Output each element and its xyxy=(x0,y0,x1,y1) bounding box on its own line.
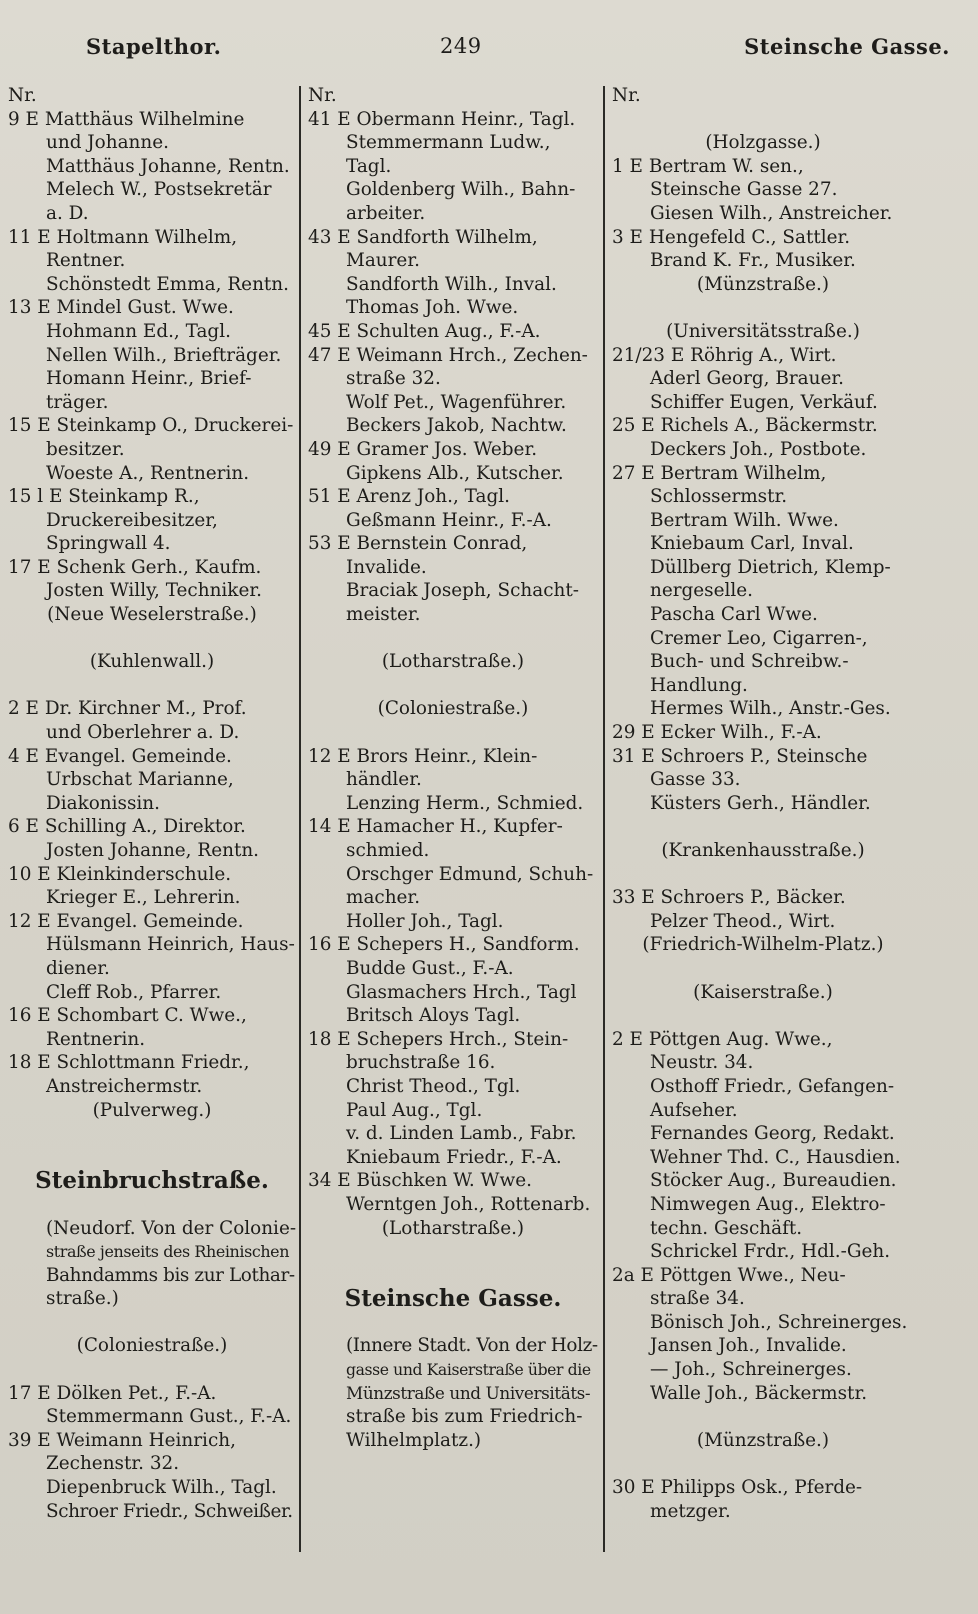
running-header-right: Steinsche Gasse. xyxy=(744,34,950,59)
cross-street: (Coloniestraße.) xyxy=(76,1335,228,1357)
resident-line: Schiffer Eugen, Verkäuf. xyxy=(650,391,878,413)
resident-line: Wilhelmplatz.) xyxy=(346,1429,482,1451)
resident-line: straße bis zum Friedrich- xyxy=(346,1406,583,1428)
resident-line: Stemmermann Ludw., xyxy=(346,132,551,154)
resident-line: Wolf Pet., Wagenführer. xyxy=(346,391,567,413)
spacer xyxy=(8,674,296,698)
house-entry: 4 E Evangel. Gemeinde. xyxy=(8,745,232,767)
resident-line: Walle Joh., Bäckermstr. xyxy=(650,1382,868,1404)
cross-street: (Holzgasse.) xyxy=(705,132,821,154)
spacer xyxy=(8,627,296,651)
resident-line: Steinsche Gasse 27. xyxy=(650,179,838,201)
resident-line: Jansen Joh., Invalide. xyxy=(650,1335,847,1357)
resident-line: Schlossermstr. xyxy=(650,486,788,508)
cross-street: (Münzstraße.) xyxy=(696,1429,830,1451)
resident-line: Giesen Wilh., Anstreicher. xyxy=(650,202,893,224)
house-entry: 12 E Evangel. Gemeinde. xyxy=(8,910,244,932)
column-3 xyxy=(612,84,914,1523)
resident-line: Josten Willy, Techniker. xyxy=(46,580,262,602)
house-entry: 16 E Schombart C. Wwe., xyxy=(8,1005,247,1027)
resident-line: Neustr. 34. xyxy=(650,1052,754,1074)
house-entry: 33 E Schroers P., Bäcker. xyxy=(612,887,846,909)
resident-line: Matthäus Johanne, Rentn. xyxy=(46,155,290,177)
resident-line: Nellen Wilh., Briefträger. xyxy=(46,344,282,366)
resident-line: Pelzer Theod., Wirt. xyxy=(650,910,836,932)
resident-line: Nimwegen Aug., Elektro- xyxy=(650,1193,886,1215)
house-entry: 17 E Dölken Pet., F.-A. xyxy=(8,1382,217,1404)
house-entry: 25 E Richels A., Bäckermstr. xyxy=(612,415,878,437)
spacer xyxy=(8,1358,296,1382)
resident-line: Brand K. Fr., Musiker. xyxy=(650,250,856,272)
resident-line: arbeiter. xyxy=(346,202,426,224)
house-entry: 15 l E Steinkamp R., xyxy=(8,486,200,508)
resident-line: schmied. xyxy=(346,840,430,861)
resident-line: Schrickel Frdr., Hdl.-Geh. xyxy=(650,1241,891,1263)
house-entry: 43 E Sandforth Wilhelm, xyxy=(308,226,538,248)
resident-line: (Innere Stadt. Von der Holz- xyxy=(346,1335,598,1357)
resident-line: Werntgen Joh., Rottenarb. xyxy=(346,1193,591,1215)
section-heading: Steinsche Gasse. xyxy=(344,1285,562,1313)
resident-line: Deckers Joh., Postbote. xyxy=(650,438,867,460)
resident-line: Gasse 33. xyxy=(650,769,741,791)
cross-street: (Friedrich-Wilhelm-Platz.) xyxy=(642,934,884,956)
resident-line: v. d. Linden Lamb., Fabr. xyxy=(346,1123,577,1145)
resident-line: Josten Johanne, Rentn. xyxy=(46,840,260,861)
resident-line: Tagl. xyxy=(346,155,392,177)
resident-line: Homann Heinr., Brief- xyxy=(46,368,252,390)
cross-street: (Lotharstraße.) xyxy=(381,651,525,673)
resident-line: Anstreichermstr. xyxy=(46,1075,203,1097)
spacer xyxy=(8,1122,296,1146)
spacer xyxy=(308,1311,598,1335)
house-entry: 29 E Ecker Wilh., F.-A. xyxy=(612,722,822,744)
resident-line: Wehner Thd. C., Hausdien. xyxy=(650,1146,901,1168)
resident-line: Cremer Leo, Cigarren-, xyxy=(650,627,868,649)
house-entry: 31 E Schroers P., Steinsche xyxy=(612,745,868,767)
house-entry: 27 E Bertram Wilhelm, xyxy=(612,462,827,484)
house-entry: 12 E Brors Heinr., Klein- xyxy=(308,745,538,767)
resident-line: Geßmann Heinr., F.-A. xyxy=(346,509,552,531)
resident-line: besitzer. xyxy=(46,438,125,460)
spacer xyxy=(612,108,914,132)
house-entry: 9 E Matthäus Wilhelmine xyxy=(8,108,245,130)
cross-street: (Universitätsstraße.) xyxy=(666,320,860,342)
cross-street: (Münzstraße.) xyxy=(696,273,830,295)
resident-line: Springwall 4. xyxy=(46,533,171,555)
resident-line: Beckers Jakob, Nachtw. xyxy=(346,415,567,437)
resident-line: Stöcker Aug., Bureaudien. xyxy=(650,1170,897,1192)
spacer xyxy=(308,1240,598,1264)
column-2 xyxy=(308,84,598,1452)
resident-line: (Neudorf. Von der Colonie- xyxy=(46,1217,297,1239)
resident-line: bruchstraße 16. xyxy=(346,1052,496,1074)
resident-line: Urbschat Marianne, xyxy=(46,769,234,791)
resident-line: meister. xyxy=(346,604,421,626)
cross-street: (Kuhlenwall.) xyxy=(89,651,215,673)
house-entry: 51 E Arenz Joh., Tagl. xyxy=(308,486,510,508)
house-entry: 1 E Bertram W. sen., xyxy=(612,155,804,177)
resident-line: Fernandes Georg, Redakt. xyxy=(650,1123,895,1145)
resident-line: Goldenberg Wilh., Bahn- xyxy=(346,179,576,201)
resident-line: Düllberg Dietrich, Klemp- xyxy=(650,556,891,578)
resident-line: Stemmermann Gust., F.-A. xyxy=(46,1406,292,1428)
spacer xyxy=(308,674,598,698)
resident-line: Holler Joh., Tagl. xyxy=(346,910,504,932)
cross-street: (Krankenhausstraße.) xyxy=(661,840,865,861)
resident-line: Druckereibesitzer, xyxy=(46,509,218,531)
house-entry: 21/23 E Röhrig A., Wirt. xyxy=(612,344,837,366)
resident-line: Aderl Georg, Brauer. xyxy=(650,368,844,390)
resident-line: Braciak Joseph, Schacht- xyxy=(346,580,579,602)
resident-line: — Joh., Schreinerges. xyxy=(650,1359,852,1381)
house-entry: 2a E Pöttgen Wwe., Neu- xyxy=(612,1264,846,1286)
resident-line: Kniebaum Friedr., F.-A. xyxy=(346,1146,562,1168)
cross-street: (Kaiserstraße.) xyxy=(693,981,833,1003)
resident-line: Gipkens Alb., Kutscher. xyxy=(346,462,564,484)
resident-line: Invalide. xyxy=(346,556,427,578)
resident-line: nergeselle. xyxy=(650,580,753,602)
spacer xyxy=(612,863,914,887)
spacer xyxy=(308,627,598,651)
resident-line: Diakonissin. xyxy=(46,792,160,814)
resident-line: Pascha Carl Wwe. xyxy=(650,604,818,626)
resident-line: und Oberlehrer a. D. xyxy=(46,722,240,744)
cross-street: (Neue Weselerstraße.) xyxy=(47,604,257,626)
resident-line: Christ Theod., Tgl. xyxy=(346,1075,521,1097)
house-entry: 14 E Hamacher H., Kupfer- xyxy=(308,816,563,838)
house-entry: 10 E Kleinkinderschule. xyxy=(8,863,232,885)
house-entry: 30 E Philipps Osk., Pferde- xyxy=(612,1477,863,1499)
resident-line: Bahndamms bis zur Lothar- xyxy=(46,1264,295,1286)
house-entry: 45 E Schulten Aug., F.-A. xyxy=(308,320,541,342)
resident-line: Melech W., Postsekretär xyxy=(46,179,272,201)
resident-line: Sandforth Wilh., Inval. xyxy=(346,273,557,295)
resident-line: Cleff Rob., Pfarrer. xyxy=(46,981,222,1003)
resident-line: Maurer. xyxy=(346,250,420,272)
spacer xyxy=(308,1264,598,1288)
resident-line: Rentnerin. xyxy=(46,1028,146,1050)
spacer xyxy=(612,1004,914,1028)
spacer xyxy=(308,721,598,745)
resident-line: metzger. xyxy=(650,1500,731,1522)
house-entry: 6 E Schilling A., Direktor. xyxy=(8,816,246,838)
house-entry: 11 E Holtmann Wilhelm, xyxy=(8,226,238,248)
resident-line: Bertram Wilh. Wwe. xyxy=(650,509,839,531)
column-rule-1 xyxy=(299,86,301,1552)
resident-line: Hohmann Ed., Tagl. xyxy=(46,320,231,342)
house-entry: 53 E Bernstein Conrad, xyxy=(308,533,528,555)
resident-line: Rentner. xyxy=(46,250,126,272)
spacer xyxy=(612,1405,914,1429)
house-entry: 15 E Steinkamp O., Druckerei- xyxy=(8,415,294,437)
resident-line: Aufseher. xyxy=(650,1099,738,1121)
resident-line: Buch- und Schreibw.- xyxy=(650,651,849,673)
house-entry: 3 E Hengefeld C., Sattler. xyxy=(612,226,851,248)
resident-line: und Johanne. xyxy=(46,132,169,154)
cross-street: (Lotharstraße.) xyxy=(381,1217,525,1239)
resident-line: Lenzing Herm., Schmied. xyxy=(346,792,584,814)
resident-line: Zechenstr. 32. xyxy=(46,1453,180,1475)
resident-line: Schönstedt Emma, Rentn. xyxy=(46,273,289,295)
resident-line: Bönisch Joh., Schreinerges. xyxy=(650,1311,908,1333)
resident-line: Krieger E., Lehrerin. xyxy=(46,887,241,909)
resident-line: gasse und Kaiserstraße über die xyxy=(346,1360,591,1380)
house-entry: 2 E Pöttgen Aug. Wwe., xyxy=(612,1028,833,1050)
spacer xyxy=(8,1146,296,1170)
resident-line: Diepenbruck Wilh., Tagl. xyxy=(46,1477,277,1499)
resident-line: Osthoff Friedr., Gefangen- xyxy=(650,1075,895,1097)
house-entry: 49 E Gramer Jos. Weber. xyxy=(308,438,538,460)
resident-line: straße 32. xyxy=(346,368,441,390)
resident-line: Hülsmann Heinrich, Haus- xyxy=(46,934,295,956)
spacer xyxy=(612,815,914,839)
column-heading: Nr. xyxy=(8,85,37,106)
resident-line: straße 34. xyxy=(650,1288,745,1310)
resident-line: Münzstraße und Universitäts- xyxy=(346,1382,591,1403)
resident-line: Paul Aug., Tgl. xyxy=(346,1099,483,1121)
spacer xyxy=(8,1193,296,1217)
house-entry: 39 E Weimann Heinrich, xyxy=(8,1429,236,1451)
resident-line: Budde Gust., F.-A. xyxy=(346,957,514,979)
resident-line: diener. xyxy=(46,957,110,979)
resident-line: Orschger Edmund, Schuh- xyxy=(346,863,594,885)
resident-line: händler. xyxy=(346,769,422,791)
resident-line: Britsch Aloys Tagl. xyxy=(346,1005,521,1027)
page-number: 249 xyxy=(440,34,482,58)
house-entry: 16 E Schepers H., Sandform. xyxy=(308,934,580,956)
section-heading: Steinbruchstraße. xyxy=(35,1167,269,1195)
column-1 xyxy=(8,84,296,1523)
resident-line: Thomas Joh. Wwe. xyxy=(346,297,519,319)
resident-line: a. D. xyxy=(46,202,89,224)
spacer xyxy=(612,296,914,320)
house-entry: 18 E Schlottmann Friedr., xyxy=(8,1052,250,1074)
spacer xyxy=(8,1311,296,1335)
resident-line: Schroer Friedr., Schweißer. xyxy=(46,1500,293,1522)
house-entry: 18 E Schepers Hrch., Stein- xyxy=(308,1028,569,1050)
house-entry: 47 E Weimann Hrch., Zechen- xyxy=(308,344,588,366)
resident-line: Hermes Wilh., Anstr.-Ges. xyxy=(650,698,891,720)
resident-line: Woeste A., Rentnerin. xyxy=(46,462,250,484)
cross-street: (Coloniestraße.) xyxy=(377,698,529,720)
house-entry: 2 E Dr. Kirchner M., Prof. xyxy=(8,698,247,720)
house-entry: 41 E Obermann Heinr., Tagl. xyxy=(308,108,576,130)
column-heading: Nr. xyxy=(612,85,641,106)
spacer xyxy=(612,957,914,981)
column-heading: Nr. xyxy=(308,85,337,106)
house-entry: 34 E Büschken W. Wwe. xyxy=(308,1170,532,1192)
resident-line: straße.) xyxy=(46,1288,119,1310)
house-entry: 13 E Mindel Gust. Wwe. xyxy=(8,297,234,319)
spacer xyxy=(612,1452,914,1476)
running-header-left: Stapelthor. xyxy=(86,34,222,59)
house-entry: 17 E Schenk Gerh., Kaufm. xyxy=(8,556,262,578)
resident-line: Küsters Gerh., Händler. xyxy=(650,792,871,814)
column-rule-2 xyxy=(603,86,605,1552)
resident-line: straße jenseits des Rheinischen xyxy=(46,1242,290,1262)
resident-line: Glasmachers Hrch., Tagl xyxy=(346,981,577,1003)
resident-line: Kniebaum Carl, Inval. xyxy=(650,533,854,555)
resident-line: Handlung. xyxy=(650,674,748,696)
resident-line: macher. xyxy=(346,887,421,909)
cross-street: (Pulverweg.) xyxy=(92,1099,212,1121)
resident-line: techn. Geschäft. xyxy=(650,1217,803,1239)
resident-line: träger. xyxy=(46,391,109,413)
